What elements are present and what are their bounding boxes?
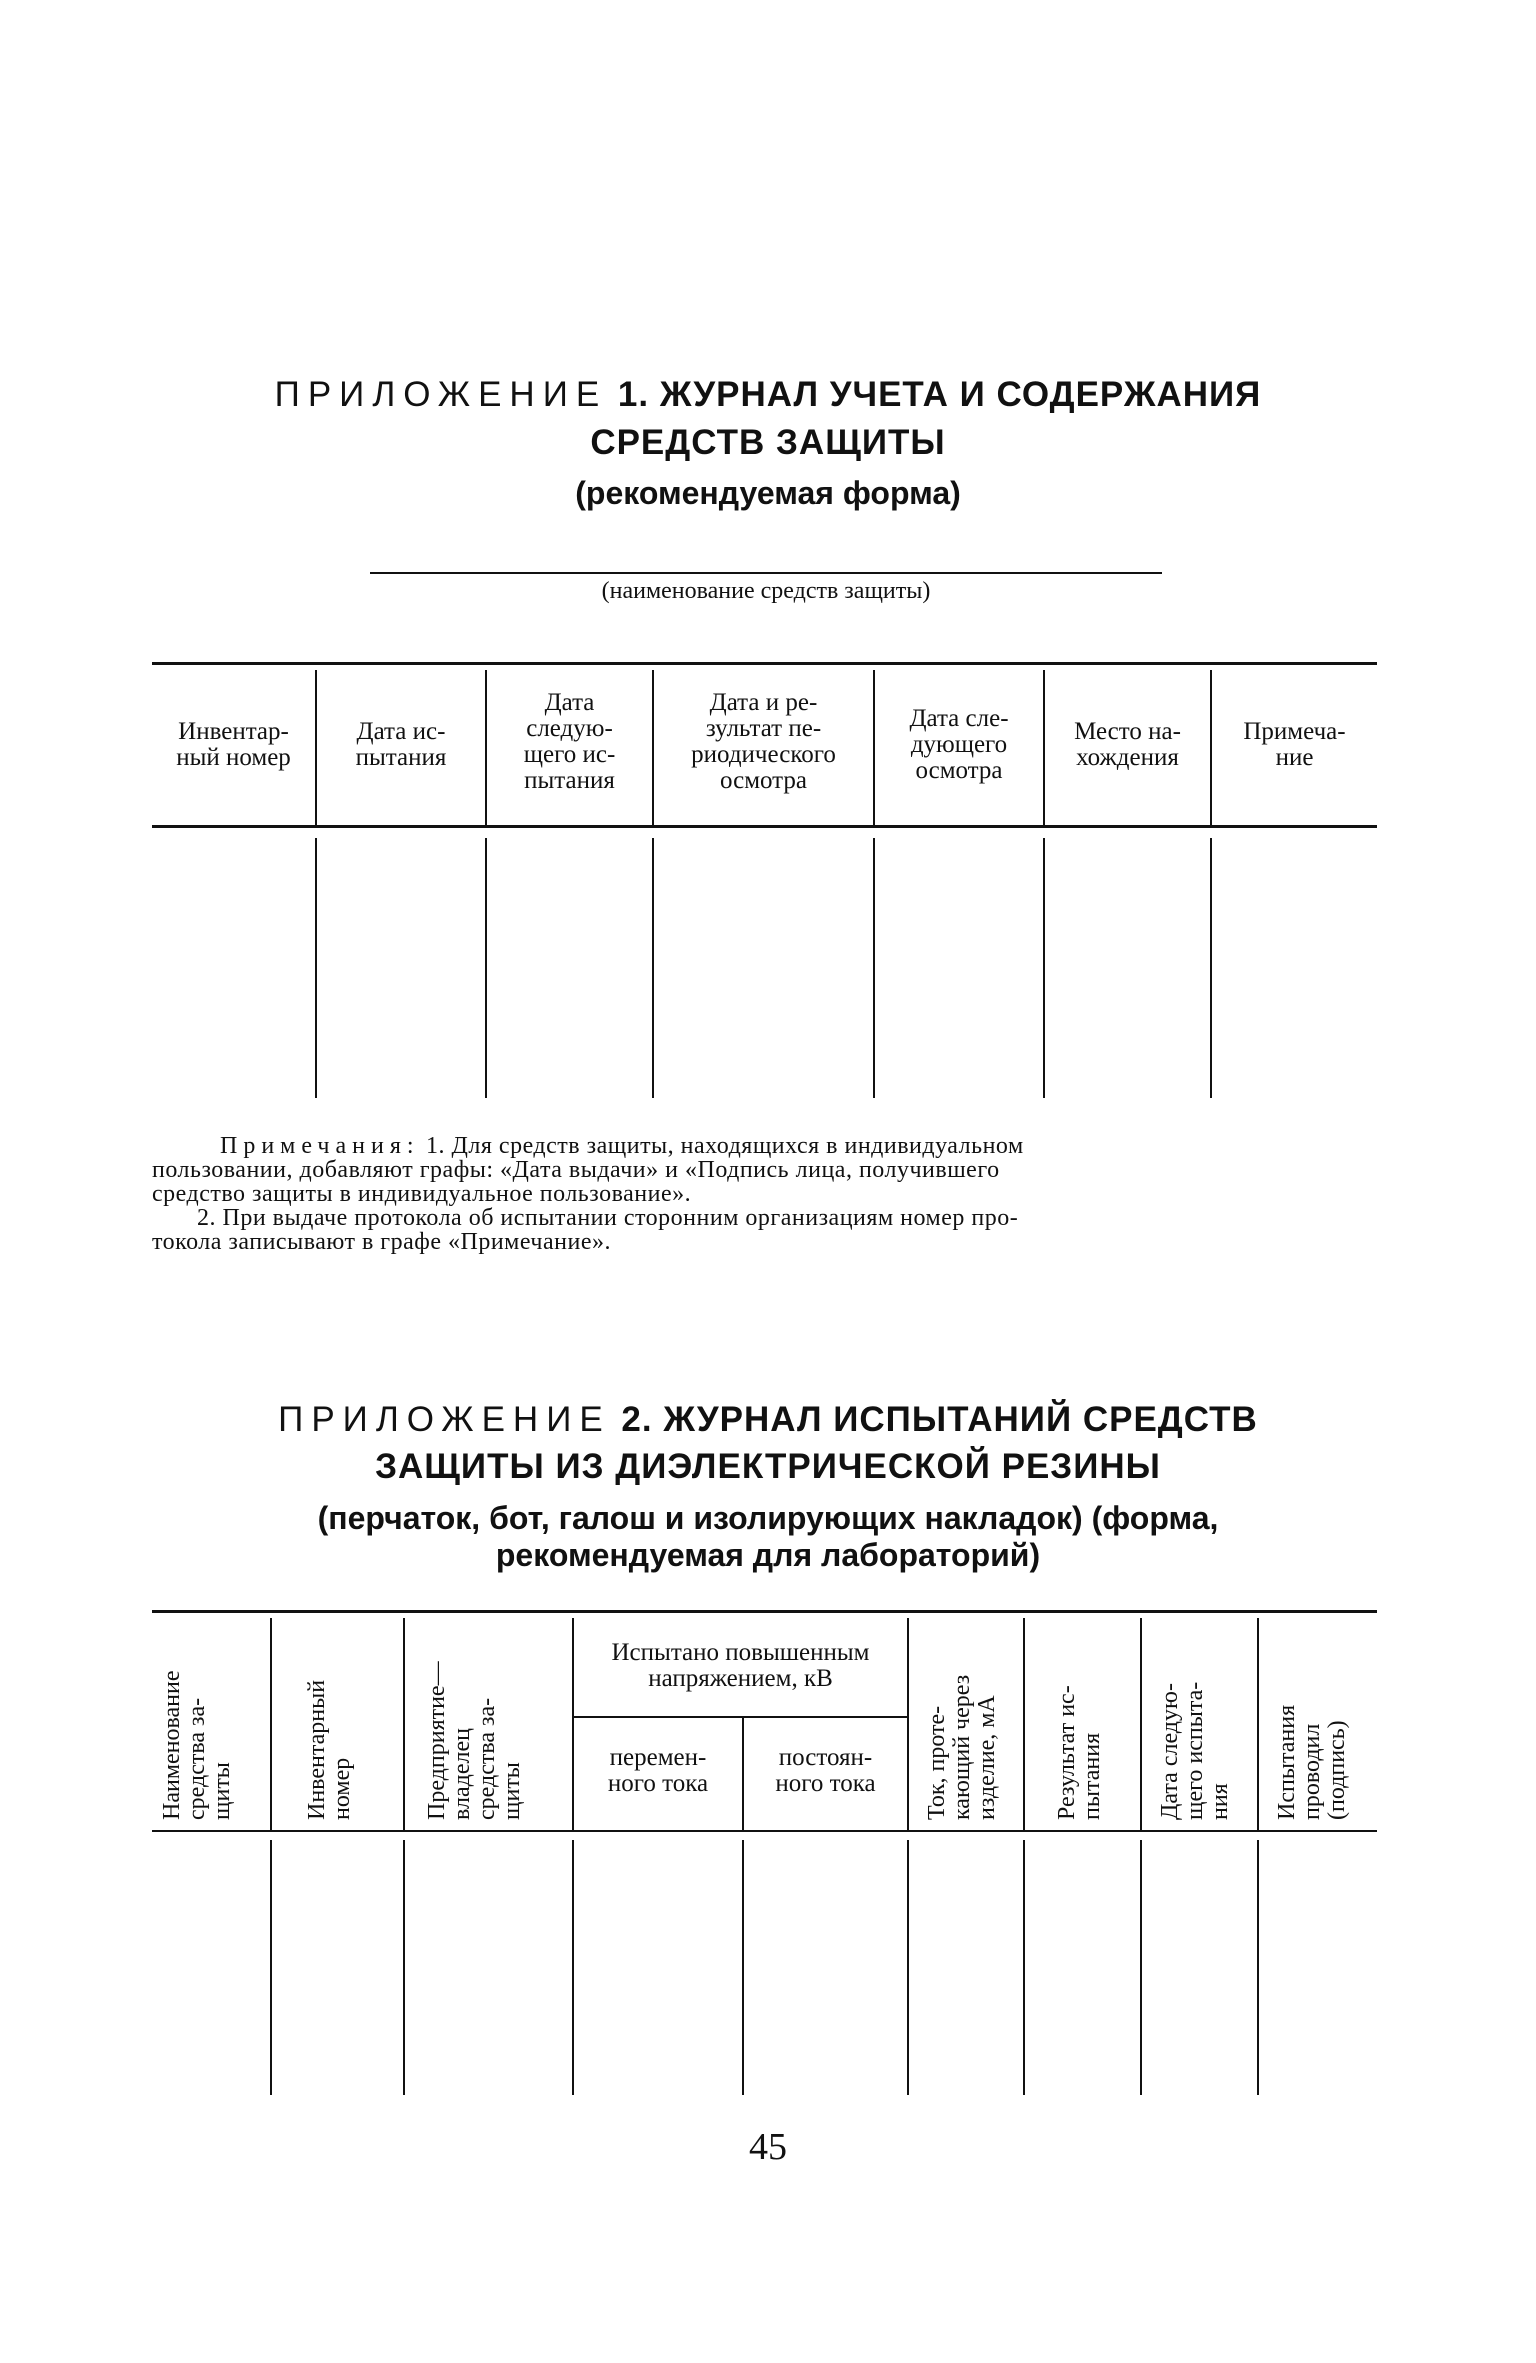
- table2-header-test-result: Результат ис- пытания: [1054, 1685, 1105, 1820]
- table2-header-next-test-date: Дата следую- щего испыта- ния: [1157, 1681, 1233, 1820]
- table2-body-divider: [907, 1840, 909, 2095]
- table2-header-rule: [152, 1830, 1377, 1832]
- table2-subheader-ac: перемен- ного тока: [607, 1744, 709, 1797]
- appendix2-subtitle-line1: (перчаток, бот, галош и изолирующих накладок) (форма,: [317, 1500, 1219, 1536]
- table1-body-divider: [1210, 838, 1212, 1098]
- appendix1-subtitle: (рекомендуемая форма): [575, 475, 961, 511]
- table1-header-note: Примеча- ние: [1243, 718, 1346, 771]
- table2-header-leakage-current: Ток, проте- кающий через изделие, мА: [924, 1674, 1000, 1820]
- table2-col-divider: [1140, 1618, 1142, 1830]
- table2-col-divider: [403, 1618, 405, 1830]
- table1-header-inventory-number: Инвентар- ный номер: [176, 718, 291, 771]
- table1-header-inspection-date-result: Дата и ре- зультат пе- риодического осмотра: [691, 689, 836, 794]
- table2-body-divider: [1257, 1840, 1259, 2095]
- table1-body-divider: [873, 838, 875, 1098]
- table1-body-divider: [1043, 838, 1045, 1098]
- table2-body-divider: [1140, 1840, 1142, 2095]
- appendix1-title-rest: 1. ЖУРНАЛ УЧЕТА И СОДЕРЖАНИЯ: [607, 375, 1262, 414]
- table2-subheader-dc: постоян- ного тока: [775, 1744, 876, 1797]
- table2-col-divider: [1257, 1618, 1259, 1830]
- notes-line: средство защиты в индивидуальное пользование».: [152, 1181, 692, 1207]
- page-number: 45: [749, 2126, 787, 2168]
- table2-body-divider: [403, 1840, 405, 2095]
- name-caption: (наименование средств защиты): [601, 578, 931, 604]
- name-underline: [370, 572, 1162, 574]
- table2-group-header-voltage: Испытано повышенным напряжением, кВ: [611, 1639, 870, 1692]
- table1-body-divider: [485, 838, 487, 1098]
- table2-col-divider: [1023, 1618, 1025, 1830]
- table2-body-divider: [1023, 1840, 1025, 2095]
- appendix2-title-prefix: ПРИЛОЖЕНИЕ: [278, 1400, 611, 1439]
- notes-text: 1. Для средств защиты, находящихся в индивидуальном: [419, 1133, 1024, 1159]
- table2-col-divider: [270, 1618, 272, 1830]
- table2-header-tested-by: Испытания проводил (подпись): [1274, 1704, 1350, 1820]
- appendix1-title: [0, 375, 1536, 415]
- table1-header-next-test-date: Дата следую- щего ис- пытания: [523, 689, 616, 794]
- appendix1-notes: [152, 1134, 1377, 1254]
- table1-body-divider: [652, 838, 654, 1098]
- appendix2-title: [0, 1400, 1536, 1440]
- table2-header-inventory-number: Инвентарный номер: [304, 1679, 355, 1820]
- table2-body-divider: [270, 1840, 272, 2095]
- notes-line: 2. При выдаче протокола об испытании сторонним организациям номер про-: [197, 1205, 1019, 1231]
- appendix1-title-prefix: ПРИЛОЖЕНИЕ: [274, 375, 608, 414]
- table1-header-test-date: Дата ис- пытания: [355, 718, 447, 771]
- appendix1-title-line2: СРЕДСТВ ЗАЩИТЫ: [590, 423, 946, 462]
- table1-body-divider: [315, 838, 317, 1098]
- notes-line: [152, 1134, 1377, 1158]
- appendix2-title-rest: 2. ЖУРНАЛ ИСПЫТАНИЙ СРЕДСТВ: [610, 1400, 1258, 1439]
- table1-header-location: Место на- хождения: [1074, 718, 1181, 771]
- table2-header-item-name: Наименование средства за- щиты: [159, 1670, 235, 1820]
- appendix2-title-line2: ЗАЩИТЫ ИЗ ДИЭЛЕКТРИЧЕСКОЙ РЕЗИНЫ: [375, 1447, 1161, 1486]
- table1-header-rule: [152, 825, 1377, 828]
- table1-header-next-inspection-date: Дата сле- дующего осмотра: [909, 705, 1009, 784]
- table2-header-owner: Предприятие— владелец средства за- щиты: [424, 1661, 525, 1820]
- table2-col-divider: [907, 1618, 909, 1830]
- notes-line: пользовании, добавляют графы: «Дата выдачи» и «Подпись лица, получившего: [152, 1157, 1000, 1183]
- table2-body-divider: [572, 1840, 574, 2095]
- appendix2-subtitle-line2: рекомендуемая для лабораторий): [495, 1537, 1041, 1573]
- table2-top-rule: [152, 1610, 1377, 1613]
- notes-label: Примечания:: [220, 1133, 420, 1159]
- table2-body-divider: [742, 1840, 744, 2095]
- table1-top-rule: [152, 662, 1377, 665]
- notes-line: токола записывают в графе «Примечание».: [152, 1229, 611, 1255]
- table2-group-rule: [572, 1716, 907, 1718]
